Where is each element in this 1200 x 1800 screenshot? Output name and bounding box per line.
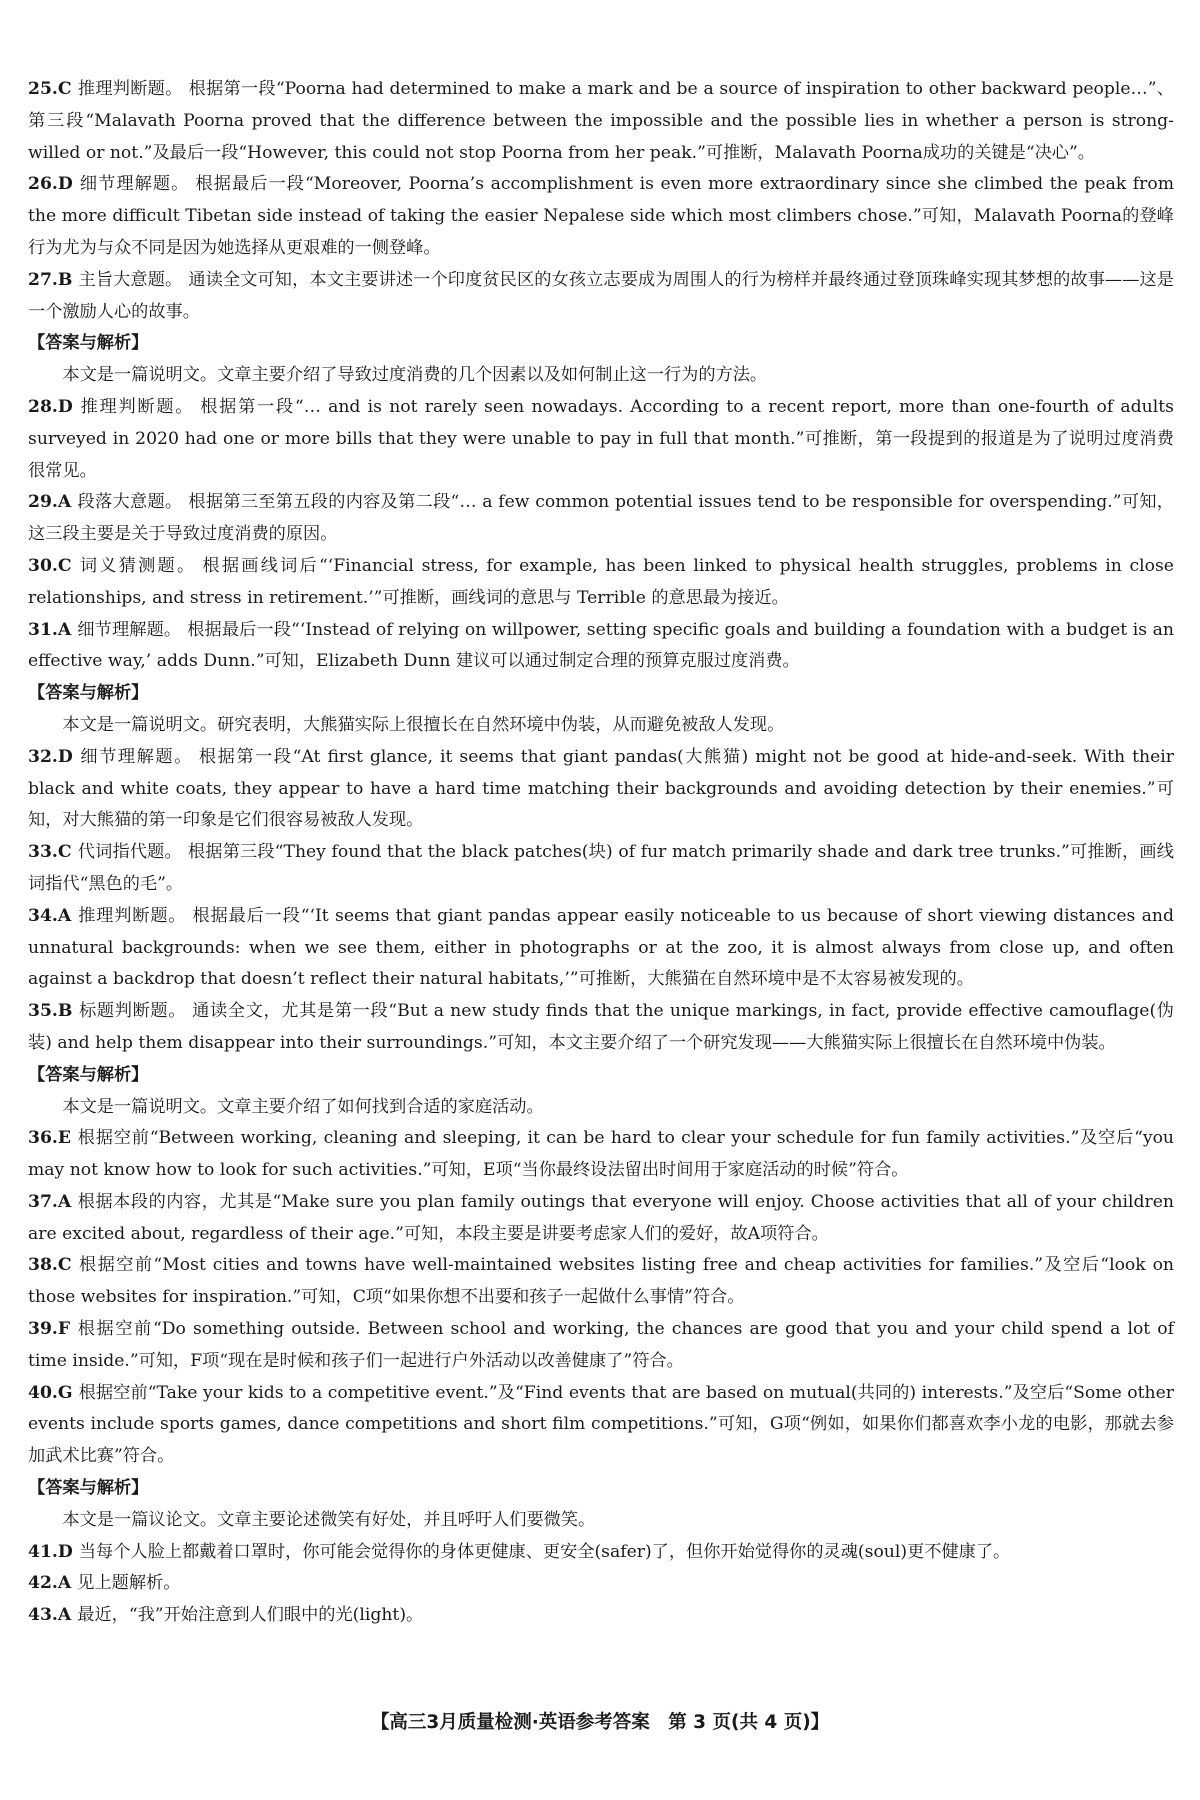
explanation-text: 根据最后一段“‘It seems that giant pandas appear easily noticeable to us because of short viewing distances and unnatural backgrounds: when we see them, either in photographs or at the zoo, it is almost always from close up, and often against a backdrop that doesn’t reflect their natural habitats,’”可推断，大熊猫在自然环境中是不太容易被发现的。 [28,905,1174,990]
question-type: 推理判断题。 [77,79,183,99]
explanation-text: 根据第三段“They found that the black patches(块) of fur match primarily shade and dark tree trunks.”可推断，画线词指代“黑色的毛”。 [28,842,1174,894]
explanation-text: 根据画线词后“‘Financial stress, for example, has been linked to physical health struggles, problems in close relationships, and stress in retirement.’”可推断，画线词的意思与 Terrible 的意思最为接近。 [28,555,1174,608]
answer-item [28,265,1174,329]
section-heading: 【答案与解析】 [28,1064,149,1085]
passage-summary: 本文是一篇议论文。文章主要论述微笑有好处，并且呼吁人们要微笑。 [62,1509,596,1530]
answer-item [28,392,1174,487]
answer-number: 29.A [28,492,72,513]
answer-item [28,615,1174,679]
question-type: 推理判断题。 [77,905,187,926]
answer-item [28,1123,1174,1187]
explanation-text: 根据本段的内容，尤其是“Make sure you plan family outings that everyone will enjoy. Choose activities that all of your children are excited about, regardless of their age.”可知，本段主要是讲要考虑家人们的爱好，故A项符合。 [28,1191,1174,1244]
answer-item [28,837,1174,901]
answer-number: 37.A [28,1191,72,1212]
answer-item [28,996,1174,1060]
answer-item [28,1537,1174,1569]
answer-number: 28.D [28,396,73,417]
question-type: 细节理解题。 [78,746,193,767]
explanation-text: 根据第一段“Poorna had determined to make a mark and be a source of inspiration to other backward people…”、第三段“Malavath Poorna proved that the difference between the impossible and the possible lies in whether a person is strong-willed or not.”及最后一段“However, this could not stop Poorna from her peak.”可推断，Malavath Poorna成功的关键是“决心”。 [28,79,1174,163]
answer-number: 33.C [28,842,72,863]
question-type: 细节理解题。 [78,174,190,195]
explanation-text: 根据空前“Between working, cleaning and sleeping, it can be hard to clear your schedule for fun family activities.”及空后“you may not know how to look for such activities.”可知，E项“当你最终设法留出时间用于家庭活动的时候”符合。 [28,1128,1174,1181]
answer-number: 32.D [28,746,73,767]
answer-item [28,1314,1174,1378]
question-type: 细节理解题。 [77,619,182,640]
answer-number: 43.A [28,1605,72,1626]
explanation-text: 根据第三至第五段的内容及第二段“… a few common potential issues tend to be responsible for overspending.”可知，这三段主要是关于导致过度消费的原因。 [28,492,1174,545]
answer-number: 36.E [28,1128,72,1149]
answer-item [28,1568,1174,1600]
answer-number: 40.G [28,1382,73,1403]
answer-item [28,901,1174,996]
answer-item [28,169,1174,264]
explanation-text: 根据最后一段“Moreover, Poorna’s accomplishment is even more extraordinary since she climbed the peak from the more difficult Tibetan side instead of taking the easier Nepalese side which most climbers chose.”可知，Malavath Poorna的登峰行为尤为与众不同是因为她选择从更艰难的一侧登峰。 [28,174,1174,258]
question-type: 代词指代题。 [77,842,182,863]
answer-item [28,1600,1174,1632]
question-type: 主旨大意题。 [78,269,183,290]
answer-item [28,551,1174,615]
question-type: 段落大意题。 [77,492,183,513]
question-type: 标题判断题。 [78,1001,187,1022]
answer-item [28,1378,1174,1473]
answer-number: 41.D [28,1541,73,1562]
answer-document [28,74,1174,1632]
explanation-text: 根据空前“Take your kids to a competitive event.”及“Find events that are based on mutual(共同的) interests.”及空后“Some other events include sports games, dance competitions and short film competitions.”可知，G项“例如，如果你们都喜欢李小龙的电影，那就去参加武术比赛”符合。 [28,1382,1174,1467]
explanation-text: 最近，“我”开始注意到人们眼中的光(light)。 [77,1605,424,1626]
answer-number: 27.B [28,269,73,290]
answer-item [28,742,1174,837]
explanation-text: 根据空前“Most cities and towns have well-maintained websites listing free and cheap activities for families.”及空后“look on those websites for inspiration.”可知，C项“如果你想不出要和孩子一起做什么事情”符合。 [28,1255,1174,1308]
answer-number: 34.A [28,905,72,926]
explanation-text: 当每个人脸上都戴着口罩时，你可能会觉得你的身体更健康、更安全(safer)了，但你开始觉得你的灵魂(soul)更不健康了。 [78,1541,1011,1562]
explanation-text: 根据空前“Do something outside. Between school and working, the chances are good that you and your child spend a lot of time inside.”可知，F项“现在是时候和孩子们一起进行户外活动以改善健康了”符合。 [28,1319,1174,1371]
section-heading: 【答案与解析】 [28,683,149,704]
answer-number: 30.C [28,555,72,576]
answer-item [28,487,1174,551]
explanation-text: 通读全文，尤其是第一段“But a new study finds that the unique markings, in fact, provide effective camouflage(伪装) and help them disappear into their surroundings.”可知，本文主要介绍了一个研究发现——大熊猫实际上很擅长在自然环境中伪装。 [28,1001,1174,1053]
answer-number: 26.D [28,174,73,195]
explanation-text: 通读全文可知，本文主要讲述一个印度贫民区的女孩立志要成为周围人的行为榜样并最终通过登顶珠峰实现其梦想的故事——这是一个激励人心的故事。 [28,269,1174,322]
answer-item [28,74,1174,169]
answer-number: 35.B [28,1001,73,1022]
answer-item [28,1250,1174,1314]
question-type: 词义猜测题。 [77,555,197,576]
answer-number: 25.C [28,79,72,99]
section-heading: 【答案与解析】 [28,333,149,354]
explanation-text: 见上题解析。 [77,1573,181,1594]
answer-number: 38.C [28,1255,72,1276]
passage-summary: 本文是一篇说明文。研究表明，大熊猫实际上很擅长在自然环境中伪装，从而避免被敌人发现。 [62,714,785,735]
section-heading: 【答案与解析】 [28,1478,149,1499]
answer-number: 39.F [28,1319,71,1340]
explanation-text: 根据第一段“… and is not rarely seen nowadays. According to a recent report, more than one-fourth of adults surveyed in 2020 had one or more bills that they were unable to pay in full that month.”可推断，第一段提到的报道是为了说明过度消费很常见。 [28,396,1174,481]
answer-item [28,1187,1174,1251]
page-footer: 【高三3月质量检测·英语参考答案 第 3 页(共 4 页)】 [370,1712,830,1733]
question-type: 推理判断题。 [78,396,195,417]
passage-summary: 本文是一篇说明文。文章主要介绍了如何找到合适的家庭活动。 [62,1096,544,1117]
explanation-text: 根据最后一段“‘Instead of relying on willpower, setting specific goals and building a foundation with a budget is an effective way,’ adds Dunn.”可知，Elizabeth Dunn 建议可以通过制定合理的预算克服过度消费。 [28,619,1174,672]
passage-summary: 本文是一篇说明文。文章主要介绍了导致过度消费的几个因素以及如何制止这一行为的方法。 [62,365,768,386]
answer-number: 31.A [28,619,72,640]
answer-number: 42.A [28,1573,72,1594]
explanation-text: 根据第一段“At first glance, it seems that giant pandas(大熊猫) might not be good at hide-and-seek. With their black and white coats, they appear to have a hard time matching their backgrounds and avoiding detection by their enemies.”可知，对大熊猫的第一印象是它们很容易被敌人发现。 [28,746,1174,831]
